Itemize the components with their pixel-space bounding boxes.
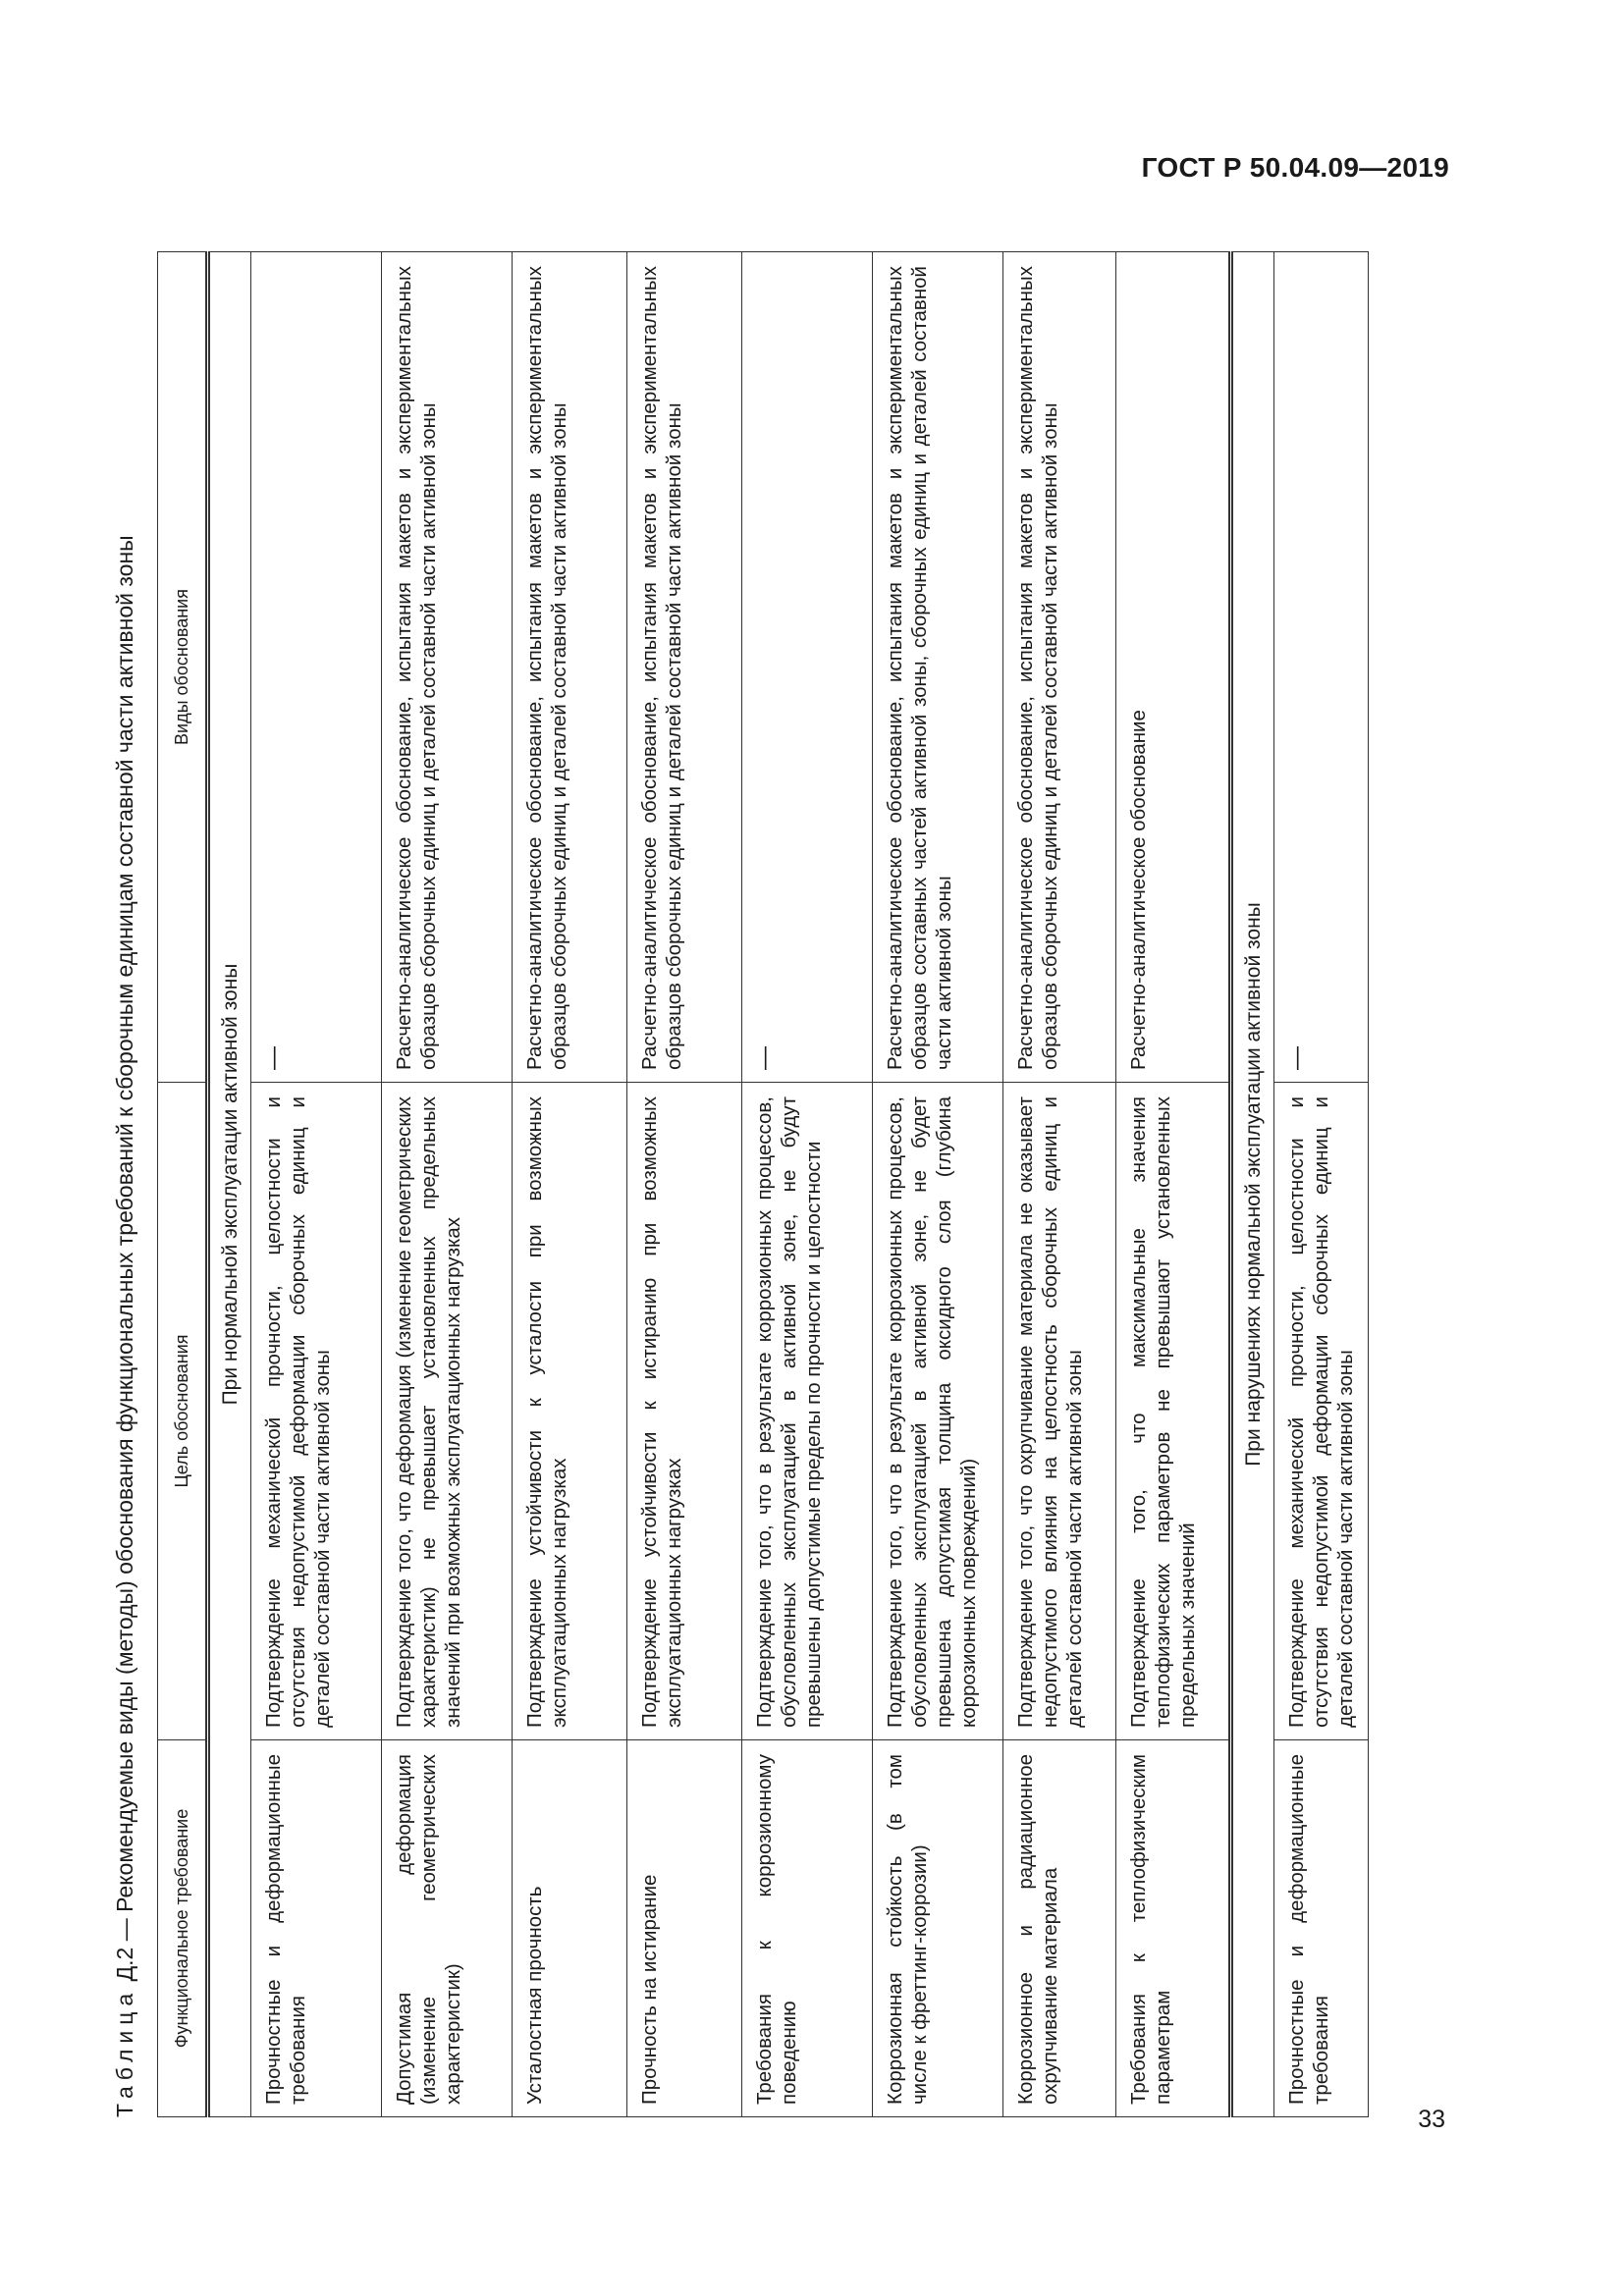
requirement-cell: Коррозионное и радиационное охрупчивание материала [1003,1740,1116,2117]
methods-cell: Расчетно-аналитическое обоснование, испытания макетов и экспериментальных образцов сборочных единиц и деталей составной части активной зоны [382,252,513,1083]
table-row [873,252,1003,2117]
methods-cell: Расчетно-аналитическое обоснование, испытания макетов и экспериментальных образцов сборочных единиц и деталей составной части активной зоны [1003,252,1116,1083]
requirement-cell: Усталостная прочность [513,1740,627,2117]
page-number: 33 [1418,2106,1445,2133]
section-title: При нарушениях нормальной эксплуатации активной зоны [1231,252,1274,2117]
table-row [627,252,742,2117]
methods-cell: Расчетно-аналитическое обоснование [1116,252,1231,1083]
table-row [1003,252,1116,2117]
column-header-methods: Виды обоснования [158,252,208,1083]
section-header-row [1231,252,1274,2117]
requirement-cell: Коррозионная стойкость (в том числе к фреттинг-коррозии) [873,1740,1003,2117]
section-header-row [208,252,251,2117]
goal-cell: Подтверждение того, что охрупчивание материала не оказывает недопустимого влияния на целостность сборочных единиц и деталей составной части активной зоны [1003,1083,1116,1740]
goal-cell: Подтверждение того, что деформация (изменение геометрических характеристик) не превышает установленных предельных значений при возможных эксплуатационных нагрузках [382,1083,513,1740]
table-row [1116,252,1231,2117]
table-row [382,252,513,2117]
requirement-cell: Прочность на истирание [627,1740,742,2117]
methods-cell: — [251,252,382,1083]
table-caption-text: Д.2 — Рекомендуемые виды (методы) обоснования функциональных требований к сборочным единицам составной части активной зоны [112,535,137,1982]
requirement-cell: Допустимая деформация (изменение геометрических характеристик) [382,1740,513,2117]
table-row [513,252,627,2117]
column-header-goal: Цель обоснования [158,1083,208,1740]
requirement-cell: Требования к теплофизическим параметрам [1116,1740,1231,2117]
table-caption-prefix: Таблица [112,1987,137,2117]
goal-cell: Подтверждение того, что максимальные значения теплофизических параметров не превышают установленных предельных значений [1116,1083,1231,1740]
requirement-cell: Требования к коррозионному поведению [742,1740,873,2117]
column-header-requirement: Функциональное требование [158,1740,208,2117]
requirement-cell: Прочностные и деформационные требования [251,1740,382,2117]
goal-cell: Подтверждение механической прочности, целостности и отсутствия недопустимой деформации сборочных единиц и деталей составной части активной зоны [1274,1083,1369,1740]
requirement-cell: Прочностные и деформационные требования [1274,1740,1369,2117]
table-header-row [158,252,208,2117]
table-caption [110,535,139,2117]
goal-cell: Подтверждение того, что в результате коррозионных процессов, обусловленных эксплуатацией в активной зоне, не будут превышены допустимые пределы по прочности и целостности [742,1083,873,1740]
table-row [742,252,873,2117]
methods-cell: — [1274,252,1369,1083]
goal-cell: Подтверждение механической прочности, целостности и отсутствия недопустимой деформации сборочных единиц и деталей составной части активной зоны [251,1083,382,1740]
methods-cell: Расчетно-аналитическое обоснование, испытания макетов и экспериментальных образцов сборочных единиц и деталей составной части активной зоны [627,252,742,1083]
goal-cell: Подтверждение устойчивости к истиранию при возможных эксплуатационных нагрузках [627,1083,742,1740]
section-title: При нормальной эксплуатации активной зоны [208,252,251,2117]
table-row [1274,252,1369,2117]
rotated-page-content [110,252,1485,2117]
table-row [251,252,382,2117]
methods-cell: — [742,252,873,1083]
methods-cell: Расчетно-аналитическое обоснование, испытания макетов и экспериментальных образцов составных частей активной зоны, сборочных единиц и деталей составной части активной зоны [873,252,1003,1083]
goal-cell: Подтверждение того, что в результате коррозионных процессов, обусловленных эксплуатацией в активной зоне, не будет превышена допустимая толщина оксидного слоя (глубина коррозионных повреждений) [873,1083,1003,1740]
methods-cell: Расчетно-аналитическое обоснование, испытания макетов и экспериментальных образцов сборочных единиц и деталей составной части активной зоны [513,252,627,1083]
goal-cell: Подтверждение устойчивости к усталости при возможных эксплуатационных нагрузках [513,1083,627,1740]
requirements-table [157,251,1369,2117]
standard-code: ГОСТ Р 50.04.09—2019 [1141,152,1449,183]
